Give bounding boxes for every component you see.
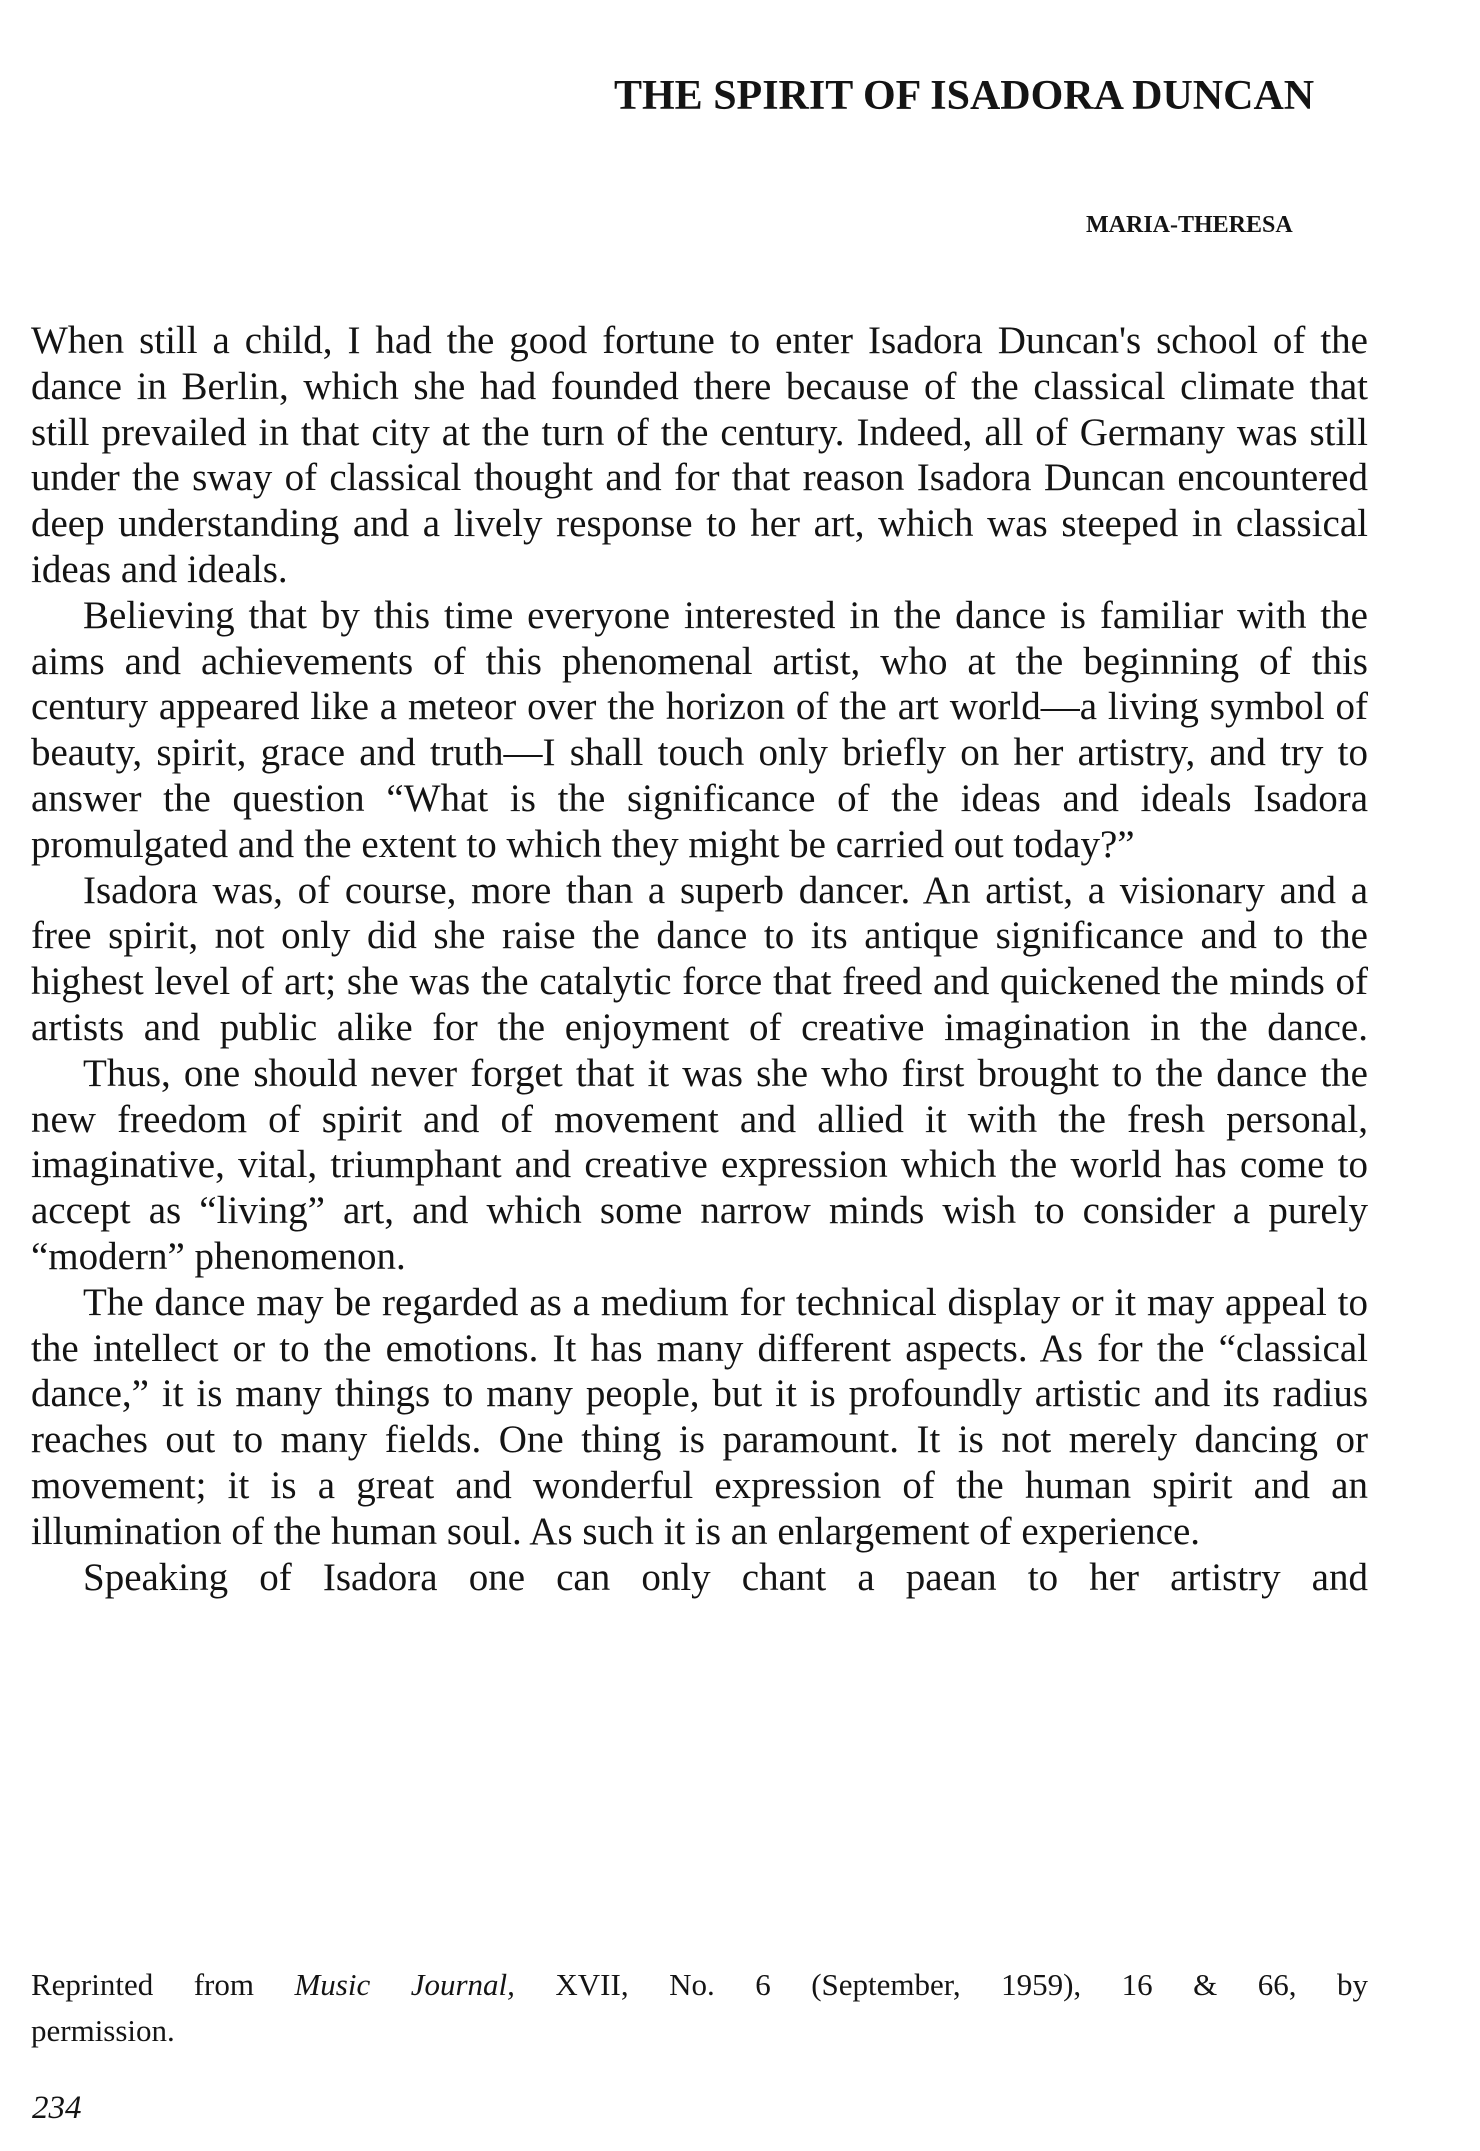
paragraph-6: Speaking of Isadora one can only chant a paean to her artistry and xyxy=(83,1555,1368,1599)
article-title: THE SPIRIT OF ISADORA DUNCAN xyxy=(614,73,1315,119)
footnote-prefix: Reprinted from xyxy=(31,1967,295,2002)
footnote-continuation: permission. xyxy=(31,2013,175,2048)
article-author: MARIA-THERESA xyxy=(1086,212,1293,238)
paragraph-4: Thus, one should never forget that it was she who first brought to the dance the new freedom of spirit and of movement and allied it with the fresh personal, imaginative, vital, triumphant and creative expression which the world has come to accept as “living” art, and which some narrow minds wish to consider a purely “modern” phenomenon. xyxy=(31,1051,1368,1278)
paragraph-2: Believing that by this time everyone interested in the dance is familiar with the aims and achievements of this phenomenal artist, who at the beginning of this century appeared like a meteor over the horizon of the art world—a living symbol of beauty, spirit, grace and truth—I shall touch only briefly on her artistry, and try to answer the question “What is the significance of the ideas and ideals Isadora promulgated and the extent to which they might be carried out today?” xyxy=(31,593,1368,866)
paragraph-5: The dance may be regarded as a medium for technical display or it may appeal to the intellect or to the emotions. It has many different aspects. As for the “classical dance,” it is many things to many people, but it is profoundly artistic and its radius reaches out to many fields. One thing is paramount. It is not merely dancing or movement; it is a great and wonderful expression of the human spirit and an illumination of the human soul. As such it is an enlargement of experience. xyxy=(31,1280,1368,1553)
page-number: 234 xyxy=(32,2090,82,2126)
paragraph-1: When still a child, I had the good fortune to enter Isadora Duncan's school of the dance in Berlin, which she had founded there because of the classical climate that still prevailed in that city at the turn of the century. Indeed, all of Germany was still under the sway of classical thought and for that reason Isadora Duncan encountered deep understanding and a lively response to her art, which was steeped in classical ideas and ideals. xyxy=(31,319,1368,591)
footnote-journal: Music Journal, xyxy=(294,1967,515,2002)
article-body xyxy=(31,318,1368,1600)
footnote xyxy=(31,1962,1368,2054)
footnote-citation-line xyxy=(31,1962,1368,2008)
paragraph-3: Isadora was, of course, more than a superb dancer. An artist, a visionary and a free spirit, not only did she raise the dance to its antique significance and to the highest level of art; she was the catalytic force that freed and quickened the minds of artists and public alike for the enjoyment of creative imagination in the dance. xyxy=(31,868,1368,1049)
footnote-citation: XVII, No. 6 (September, 1959), 16 & 66, by xyxy=(514,1967,1368,2002)
